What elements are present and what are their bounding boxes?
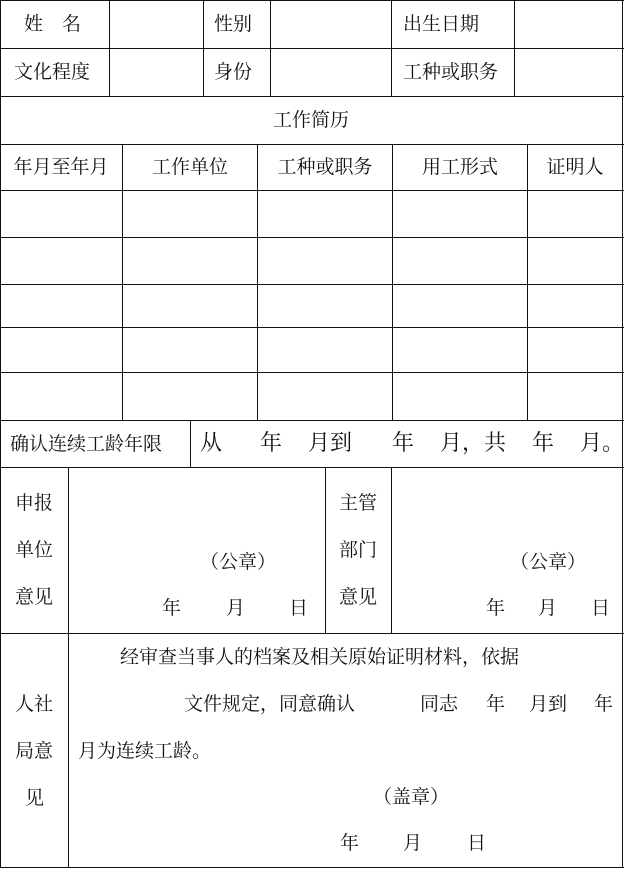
- education-label: 文化程度: [14, 61, 91, 83]
- bureau-text-line2-e: 年: [594, 693, 614, 715]
- table-row[interactable]: [1, 373, 622, 420]
- work-history-title: 工作简历: [272, 109, 350, 131]
- col-witness: 证明人: [546, 156, 604, 178]
- rule-left: [0, 0, 1, 868]
- seniority-month-total: 月，共: [440, 431, 507, 456]
- dept-day: 日: [591, 597, 611, 619]
- col-work-unit: 工作单位: [151, 156, 229, 178]
- education-field[interactable]: [110, 49, 203, 96]
- dept-opinion-label-3: 意见: [339, 586, 378, 608]
- rule-row2: [0, 96, 624, 97]
- seniority-from: 从: [200, 431, 223, 456]
- bureau-day: 日: [467, 832, 487, 854]
- gender-field[interactable]: [271, 1, 391, 48]
- id-field[interactable]: [271, 49, 391, 96]
- rule-seniority-c1: [190, 420, 191, 468]
- unit-opinion-field[interactable]: [69, 468, 325, 548]
- rule-dept-left: [325, 467, 326, 634]
- table-row[interactable]: [1, 191, 622, 237]
- rule-bottom: [0, 867, 624, 868]
- rule-opinions: [0, 633, 624, 634]
- birth-date-label: 出生日期: [403, 13, 480, 35]
- seniority-year2: 年: [392, 431, 415, 456]
- name-field[interactable]: [110, 1, 203, 48]
- dept-opinion-label-2: 部门: [339, 539, 378, 561]
- dept-opinion-label-1: 主管: [339, 492, 378, 514]
- seniority-label: 确认连续工龄年限: [10, 433, 163, 455]
- dept-year: 年: [486, 597, 506, 619]
- rule-title: [0, 144, 624, 145]
- unit-opinion-label-3: 意见: [15, 586, 54, 608]
- bureau-seal: （盖章）: [372, 786, 450, 808]
- col-period: 年月至年月: [13, 156, 109, 178]
- unit-month: 月: [226, 597, 246, 619]
- birth-date-field[interactable]: [515, 1, 622, 48]
- table-row[interactable]: [1, 238, 622, 284]
- job-field[interactable]: [515, 49, 622, 96]
- bureau-opinion-label-1: 人社: [15, 693, 54, 715]
- job-label: 工种或职务: [403, 61, 499, 83]
- gender-label: 性别: [214, 13, 253, 35]
- unit-opinion-label-1: 申报: [15, 492, 54, 514]
- bureau-text-line2-a: 文件规定，同意确认: [184, 693, 356, 715]
- seniority-year3: 年: [532, 431, 555, 456]
- seniority-year1: 年: [260, 431, 283, 456]
- dept-opinion-field[interactable]: [392, 468, 622, 548]
- bureau-opinion-label-3: 见: [25, 787, 45, 809]
- table-row[interactable]: [1, 328, 622, 372]
- bureau-month: 月: [403, 832, 423, 854]
- unit-opinion-label-2: 单位: [15, 539, 54, 561]
- id-label: 身份: [214, 61, 253, 83]
- bureau-text-line2-b: 同志: [420, 693, 459, 715]
- bureau-year: 年: [340, 832, 360, 854]
- col-employment-type: 用工形式: [421, 156, 499, 178]
- seniority-month-end: 月。: [580, 431, 624, 456]
- col-job: 工种或职务: [277, 156, 373, 178]
- bureau-text-line3: 月为连续工龄。: [78, 740, 212, 762]
- dept-seal: （公章）: [509, 551, 587, 573]
- name-label: 姓 名: [24, 13, 82, 35]
- bureau-text-line2-d: 月到: [529, 693, 568, 715]
- seniority-month-to: 月到: [308, 431, 353, 456]
- bureau-text-line2-c: 年: [486, 693, 506, 715]
- rule-info-c2: [203, 0, 204, 97]
- bureau-text-line1: 经审查当事人的档案及相关原始证明材料，依据: [120, 646, 520, 668]
- unit-day: 日: [289, 597, 309, 619]
- unit-year: 年: [162, 597, 182, 619]
- table-row[interactable]: [1, 285, 622, 327]
- bureau-opinion-label-2: 局意: [15, 740, 54, 762]
- dept-month: 月: [538, 597, 558, 619]
- rule-entry5: [0, 420, 624, 421]
- rule-info-c4: [391, 0, 392, 97]
- unit-seal: （公章）: [199, 551, 277, 573]
